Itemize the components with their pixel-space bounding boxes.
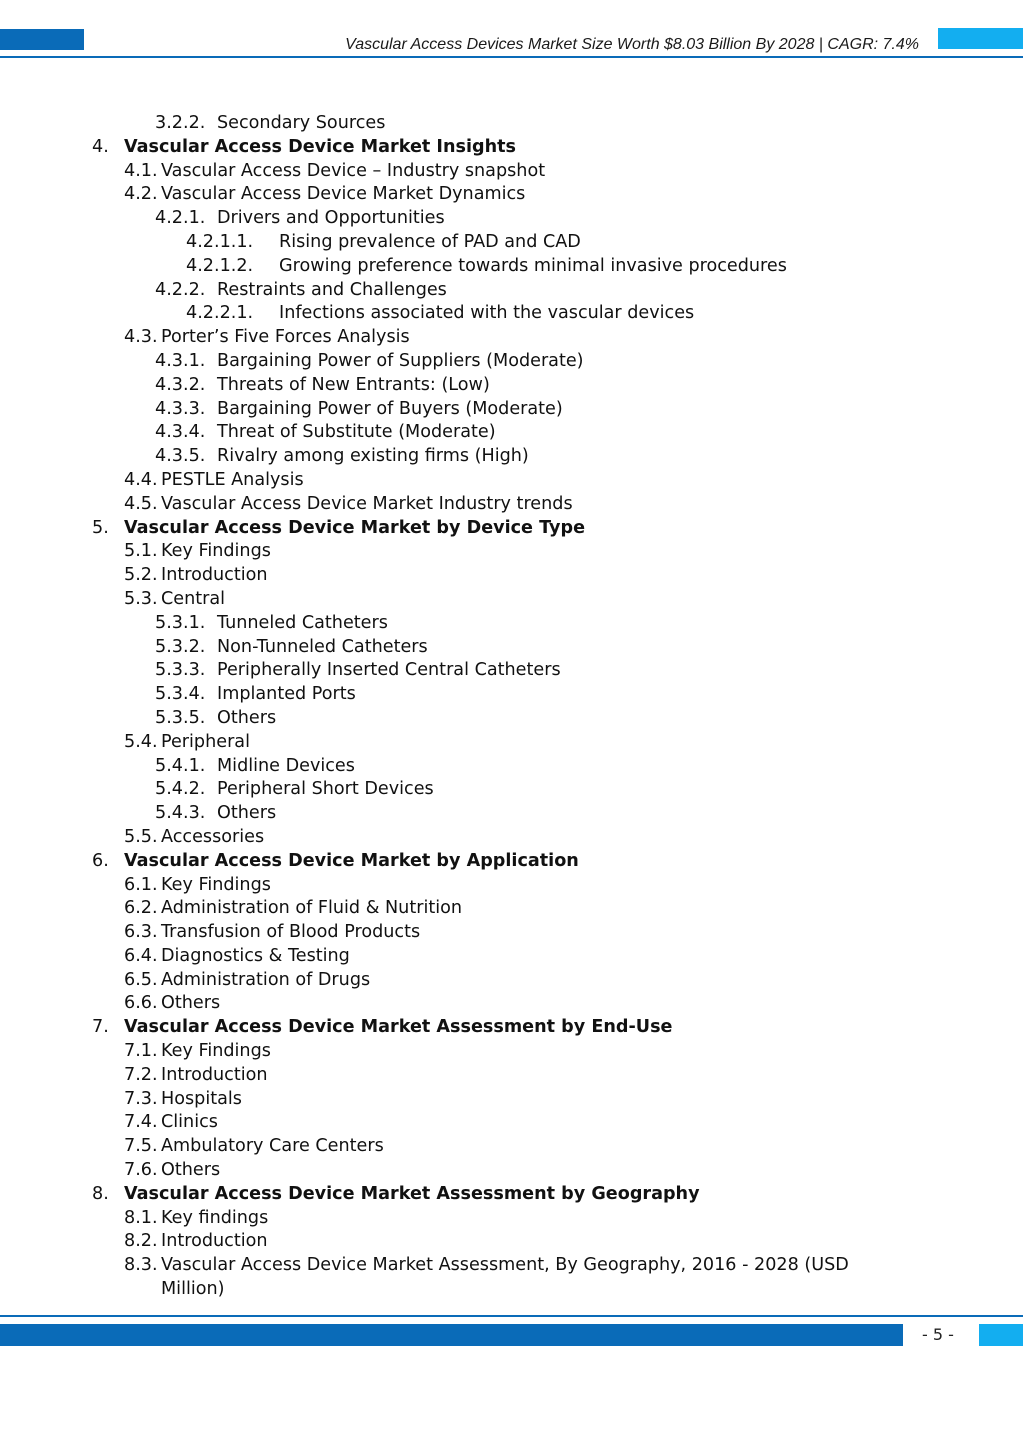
toc-text: Key Findings xyxy=(161,1041,271,1062)
toc-text: Key Findings xyxy=(161,874,271,895)
toc-text: Rivalry among existing firms (High) xyxy=(217,446,529,467)
toc-number: 4. xyxy=(92,136,109,157)
toc-number: 5.3.3. xyxy=(155,660,206,681)
toc-text: Vascular Access Device Market Industry trends xyxy=(161,493,573,514)
toc-number: 8. xyxy=(92,1183,109,1204)
toc-number: 5.1. xyxy=(124,541,158,562)
toc-text: Vascular Access Device Market Dynamics xyxy=(161,184,526,205)
toc-entry xyxy=(0,1207,1023,1231)
toc-entry xyxy=(0,493,1023,517)
toc-entry xyxy=(0,992,1023,1016)
toc-text: Drivers and Opportunities xyxy=(217,208,445,229)
toc-entry xyxy=(0,160,1023,184)
toc-number: 7. xyxy=(92,1017,109,1038)
toc-number: 3.2.2. xyxy=(155,113,206,133)
toc-text: Introduction xyxy=(161,1064,268,1085)
toc-text: Others xyxy=(161,1160,221,1181)
toc-number: 5.4.1. xyxy=(155,755,206,776)
toc-number: 4.2.1. xyxy=(155,208,206,229)
toc-text: Others xyxy=(217,803,277,824)
toc-entry xyxy=(0,1111,1023,1135)
toc-entry xyxy=(0,1040,1023,1064)
toc-text: Restraints and Challenges xyxy=(217,279,447,300)
toc-number: 5.3.5. xyxy=(155,707,206,728)
toc-text: Porter’s Five Forces Analysis xyxy=(161,327,410,348)
toc-entry xyxy=(0,1088,1023,1112)
toc-number: 5.3.2. xyxy=(155,636,206,657)
toc-text: Vascular Access Device – Industry snapshot xyxy=(161,160,546,181)
footer-accent-bar xyxy=(0,1324,903,1346)
toc-number: 5.3.4. xyxy=(155,684,206,705)
toc-number: 8.3. xyxy=(124,1255,158,1276)
toc-entry xyxy=(0,207,1023,231)
toc-text: Implanted Ports xyxy=(217,684,356,705)
toc-text: Accessories xyxy=(161,826,265,847)
toc-entry xyxy=(0,1135,1023,1159)
toc-number: 6.5. xyxy=(124,969,158,990)
toc-number: 5.4. xyxy=(124,731,158,752)
toc-number: 6.1. xyxy=(124,874,158,895)
toc-text: Bargaining Power of Buyers (Moderate) xyxy=(217,398,563,419)
toc-number: 6.6. xyxy=(124,993,158,1014)
toc-text: Tunneled Catheters xyxy=(217,612,388,633)
toc-entry xyxy=(0,540,1023,564)
toc-entry xyxy=(0,731,1023,755)
toc-number: 6.2. xyxy=(124,898,158,919)
toc-number: 6.3. xyxy=(124,922,158,943)
toc-text: Infections associated with the vascular devices xyxy=(279,303,695,324)
toc-text: Central xyxy=(161,588,226,609)
toc-text: Vascular Access Device Market Assessment by End-Use xyxy=(124,1017,673,1038)
toc-text: Hospitals xyxy=(161,1088,242,1109)
toc-number: 6. xyxy=(92,850,109,871)
toc-number: 4.2. xyxy=(124,184,158,205)
toc-entry xyxy=(0,350,1023,374)
toc-section-heading xyxy=(0,1183,1023,1207)
toc-entry xyxy=(0,897,1023,921)
toc-number: 5.4.2. xyxy=(155,779,206,800)
toc-number: 4.3.5. xyxy=(155,446,206,467)
toc-text: Transfusion of Blood Products xyxy=(161,922,421,943)
toc-text: Threat of Substitute (Moderate) xyxy=(217,422,496,443)
toc-entry xyxy=(0,921,1023,945)
toc-section-heading xyxy=(0,136,1023,160)
toc-number: 5.2. xyxy=(124,565,158,586)
header-accent-bar-left xyxy=(0,29,84,50)
toc-text: Growing preference towards minimal invasive procedures xyxy=(279,255,787,276)
toc-section-heading xyxy=(0,850,1023,874)
toc-entry xyxy=(0,183,1023,207)
toc-number: 8.1. xyxy=(124,1207,158,1228)
toc-section-heading xyxy=(0,517,1023,541)
toc-number: 8.2. xyxy=(124,1231,158,1252)
toc-entry xyxy=(0,1064,1023,1088)
toc-number: 7.2. xyxy=(124,1064,158,1085)
toc-number: 4.2.2. xyxy=(155,279,206,300)
header-rule xyxy=(0,56,1023,58)
toc-text: Midline Devices xyxy=(217,755,355,776)
toc-text: Threats of New Entrants: (Low) xyxy=(217,374,490,395)
toc-text: Key findings xyxy=(161,1207,269,1228)
toc-text: Vascular Access Device Market by Device Type xyxy=(124,517,586,538)
header-accent-bar-right xyxy=(938,28,1023,49)
toc-entry xyxy=(0,255,1023,279)
toc-number: 4.3.1. xyxy=(155,350,206,371)
toc-number: 5.3. xyxy=(124,588,158,609)
toc-text: Vascular Access Device Market Assessment by Geography xyxy=(124,1183,700,1204)
toc-entry xyxy=(0,778,1023,802)
toc-number: 7.6. xyxy=(124,1160,158,1181)
toc-text: Others xyxy=(217,707,277,728)
toc-number: 4.1. xyxy=(124,160,158,181)
toc-text: Administration of Fluid & Nutrition xyxy=(161,898,463,919)
toc-number: 4.2.1.2. xyxy=(186,255,254,276)
footer-accent-bar-right xyxy=(979,1324,1023,1346)
toc-text: Diagnostics & Testing xyxy=(161,945,350,966)
toc-entry xyxy=(0,874,1023,898)
toc-number: 4.2.1.1. xyxy=(186,231,254,252)
toc-number: 4.3.3. xyxy=(155,398,206,419)
toc-text: Introduction xyxy=(161,1231,268,1252)
toc-entry xyxy=(0,231,1023,255)
toc-entry xyxy=(0,826,1023,850)
toc-entry xyxy=(0,398,1023,422)
page-number: - 5 - xyxy=(922,1325,954,1344)
page-header-title: Vascular Access Devices Market Size Worth $8.03 Billion By 2028 | CAGR: 7.4% xyxy=(345,36,919,53)
toc-number: 7.1. xyxy=(124,1041,158,1062)
toc-entry xyxy=(0,802,1023,826)
toc-text: Non-Tunneled Catheters xyxy=(217,636,428,657)
toc-text: Administration of Drugs xyxy=(161,969,371,990)
toc-number: 5. xyxy=(92,517,109,538)
toc-entry xyxy=(0,945,1023,969)
toc-entry xyxy=(0,1254,1023,1302)
toc-text: Others xyxy=(161,993,221,1014)
toc-entry xyxy=(0,279,1023,303)
toc-text: Peripherally Inserted Central Catheters xyxy=(217,660,561,681)
toc-number: 4.4. xyxy=(124,469,158,490)
table-of-contents xyxy=(0,112,1023,1302)
toc-number: 5.5. xyxy=(124,826,158,847)
toc-entry xyxy=(0,707,1023,731)
toc-entry xyxy=(0,612,1023,636)
toc-text: Rising prevalence of PAD and CAD xyxy=(279,231,581,252)
toc-entry xyxy=(0,755,1023,779)
toc-number: 4.3. xyxy=(124,327,158,348)
toc-entry xyxy=(0,421,1023,445)
toc-number: 5.4.3. xyxy=(155,803,206,824)
toc-number: 4.3.4. xyxy=(155,422,206,443)
toc-entry xyxy=(0,302,1023,326)
toc-entry xyxy=(0,564,1023,588)
toc-text: Vascular Access Device Market Insights xyxy=(124,136,516,157)
toc-text: Key Findings xyxy=(161,541,271,562)
toc-number: 7.3. xyxy=(124,1088,158,1109)
toc-text: Clinics xyxy=(161,1112,218,1133)
toc-entry xyxy=(0,1230,1023,1254)
toc-entry xyxy=(0,659,1023,683)
toc-entry xyxy=(0,683,1023,707)
toc-number: 4.3.2. xyxy=(155,374,206,395)
toc-entry xyxy=(0,374,1023,398)
toc-entry xyxy=(0,1159,1023,1183)
toc-text: Bargaining Power of Suppliers (Moderate) xyxy=(217,350,584,371)
toc-number: 4.2.2.1. xyxy=(186,303,254,324)
toc-number: 7.5. xyxy=(124,1136,158,1157)
toc-entry xyxy=(0,326,1023,350)
toc-entry xyxy=(0,445,1023,469)
toc-text: Vascular Access Device Market Assessment, By Geography, 2016 - 2028 (USD Million) xyxy=(161,1255,849,1300)
toc-entry xyxy=(0,469,1023,493)
toc-text: Vascular Access Device Market by Application xyxy=(124,850,579,871)
toc-number: 7.4. xyxy=(124,1112,158,1133)
toc-text: Introduction xyxy=(161,565,268,586)
toc-entry xyxy=(0,588,1023,612)
toc-number: 4.5. xyxy=(124,493,158,514)
toc-section-heading xyxy=(0,1016,1023,1040)
toc-number: 5.3.1. xyxy=(155,612,206,633)
toc-entry xyxy=(0,969,1023,993)
toc-number: 6.4. xyxy=(124,945,158,966)
toc-text: Secondary Sources xyxy=(217,113,386,133)
toc-text: PESTLE Analysis xyxy=(161,469,304,490)
toc-entry xyxy=(0,636,1023,660)
toc-text: Peripheral xyxy=(161,731,250,752)
toc-text: Peripheral Short Devices xyxy=(217,779,434,800)
toc-text: Ambulatory Care Centers xyxy=(161,1136,384,1157)
footer-rule xyxy=(0,1315,1023,1317)
toc-entry xyxy=(0,112,1023,136)
